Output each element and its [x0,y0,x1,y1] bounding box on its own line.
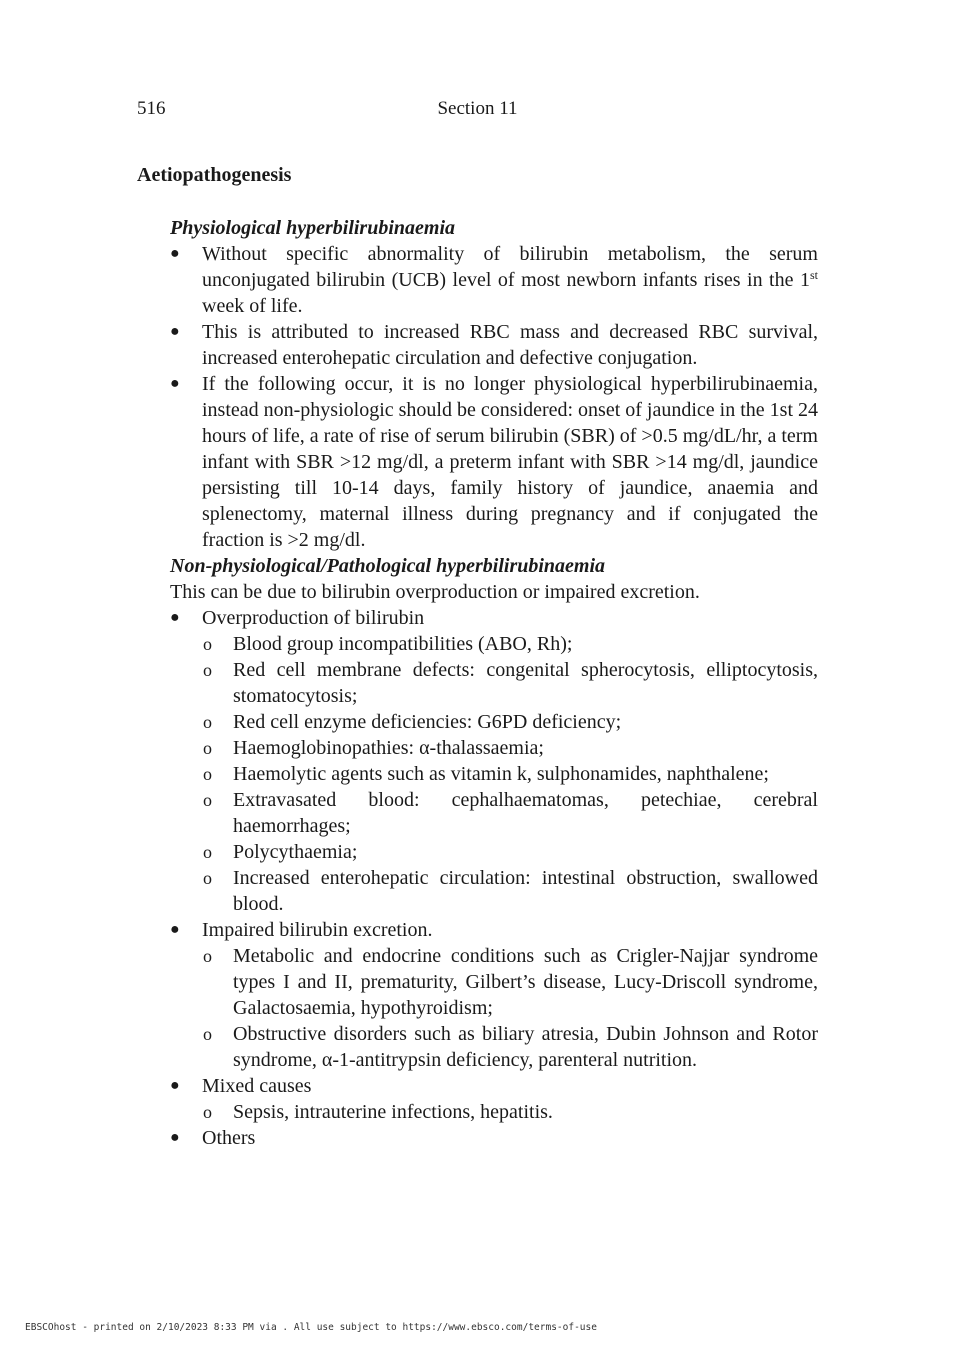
sublist-item: o Obstructive disorders such as biliary atresia, Dubin Johnson and Rotor syndrome, α-1-antitrypsin deficiency, parenteral nutrition. [203,1023,818,1071]
sublist-item: o Polycythaemia; [203,841,358,863]
hollow-bullet-icon: o [203,1102,212,1122]
pathological-list [170,605,818,631]
hollow-bullet-icon: o [203,1024,212,1044]
hollow-bullet-icon: o [203,764,212,784]
bullet-icon: ● [170,609,180,626]
hollow-bullet-icon: o [203,634,212,654]
hollow-bullet-icon: o [203,660,212,680]
sublist-item: o Increased enterohepatic circulation: intestinal obstruction, swallowed blood. [203,867,818,915]
impaired-list [170,917,818,943]
list-item [170,371,818,553]
bullet-icon: ● [170,375,180,392]
sublist-item: o Red cell membrane defects: congenital spherocytosis, elliptocytosis, stomatocytosis; [203,659,818,707]
page-number: 516 [137,98,166,119]
sublist-item: o Extravasated blood: cephalhaematomas, petechiae, cerebral haemorrhages; [203,789,818,837]
list-item-text: If the following occur, it is no longer physiological hyperbilirubinaemia, instead non-physiologic should be considered: onset of jaundice in the 1st 24 hours of life, a rate of rise of serum bilirubin (SBR) of >0.5 mg/dL/hr, a term infant with SBR >12 mg/dl, a preterm infant with SBR >14 mg/dl, jaundice persisting till 10-14 days, family history of jaundice, anaemia and splenectomy, maternal illness during pregnancy and if conjugated the fraction is >2 mg/dl. [202,373,818,551]
bullet-icon: ● [170,323,180,340]
mixed-sublist [170,1099,818,1125]
sublist-item: o Haemolytic agents such as vitamin k, sulphonamides, naphthalene; [203,763,769,785]
list-item [170,319,818,371]
running-head: Section 11 [437,98,518,119]
list-item-text: Impaired bilirubin excretion. [202,919,433,941]
bullet-icon: ● [170,1077,180,1094]
list-item-text: Overproduction of bilirubin [202,607,425,629]
others-list [170,1125,818,1151]
section-heading: Aetiopathogenesis [137,164,292,186]
list-item [170,241,818,319]
body-text [170,215,818,1151]
pathological-intro: This can be due to bilirubin overproduction or impaired excretion. [170,581,700,603]
footer-notice: EBSCOhost - printed on 2/10/2023 8:33 PM via . All use subject to https://www.ebsco.com/terms-of-use [25,1322,597,1333]
hollow-bullet-icon: o [203,868,212,888]
list-item [170,605,818,631]
list-item-text: Mixed causes [202,1075,312,1097]
list-item-text: This is attributed to increased RBC mass and decreased RBC survival, increased enterohepatic circulation and defective conjugation. [202,321,818,369]
bullet-icon: ● [170,245,180,262]
pathological-subheading: Non-physiological/Pathological hyperbilirubinaemia [170,555,606,577]
sublist-item: o Sepsis, intrauterine infections, hepatitis. [203,1101,553,1123]
hollow-bullet-icon: o [203,946,212,966]
sublist-item: o Blood group incompatibilities (ABO, Rh); [203,633,573,655]
list-item [170,1073,818,1099]
overproduction-sublist [170,631,818,917]
bullet-icon: ● [170,1129,180,1146]
list-item [170,917,818,943]
physiological-list [170,241,818,553]
hollow-bullet-icon: o [203,738,212,758]
bullet-icon: ● [170,921,180,938]
mixed-list [170,1073,818,1099]
hollow-bullet-icon: o [203,712,212,732]
sublist-item: o Haemoglobinopathies: α-thalassaemia; [203,737,544,759]
hollow-bullet-icon: o [203,842,212,862]
impaired-sublist [170,943,818,1073]
sublist-item: o Metabolic and endocrine conditions such as Crigler-Najjar syndrome types I and II, prematurity, Gilbert’s disease, Lucy-Driscoll syndrome, Galactosaemia, hypothyroidism; [203,945,818,1019]
list-item [170,1125,818,1151]
physiological-subheading: Physiological hyperbilirubinaemia [170,217,456,239]
list-item-text: Without specific abnormality of bilirubin metabolism, the serum unconjugated bilirubin (UCB) level of most newborn infants rises in the 1st week of life. [202,243,818,317]
hollow-bullet-icon: o [203,790,212,810]
list-item-text: Others [202,1127,256,1149]
sublist-item: o Red cell enzyme deficiencies: G6PD deficiency; [203,711,622,733]
